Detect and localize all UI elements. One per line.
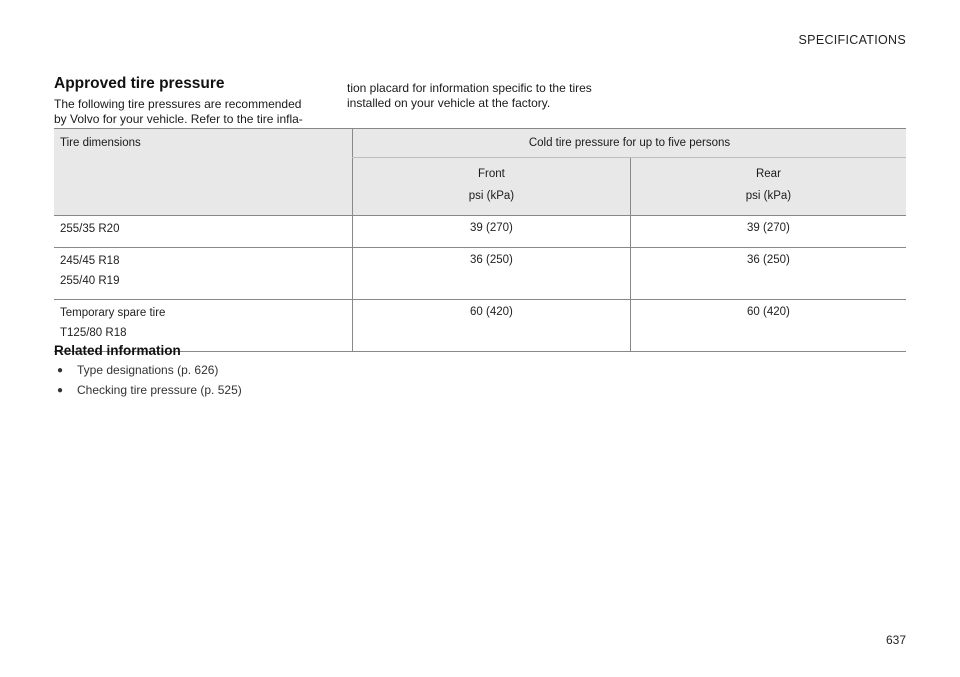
tire-size: T125/80 R18: [60, 327, 127, 339]
tire-size: 245/45 R18: [60, 255, 120, 267]
tire-pressure-table: [54, 128, 906, 352]
section-title: Approved tire pressure: [54, 75, 225, 92]
table-row: [54, 300, 906, 352]
row-rear-pressure: 60 (420): [630, 300, 906, 352]
header-tire-dimensions: Tire dimensions: [54, 129, 353, 216]
row-rear-pressure: 39 (270): [630, 216, 906, 248]
related-link-type-designations[interactable]: [54, 362, 242, 379]
table-row: [54, 216, 906, 248]
header-front: [353, 158, 631, 216]
header-cold-pressure: Cold tire pressure for up to five persons: [353, 129, 907, 158]
bullet-icon: ●: [57, 385, 64, 396]
header-rear-label: Rear: [755, 168, 781, 180]
row-front-pressure: 39 (270): [353, 216, 631, 248]
header-front-unit: psi (kPa): [468, 190, 515, 202]
header-front-label: Front: [478, 168, 505, 180]
table-row: [54, 248, 906, 300]
tire-size: 255/35 R20: [60, 223, 120, 235]
row-front-pressure: 60 (420): [353, 300, 631, 352]
row-front-pressure: 36 (250): [353, 248, 631, 300]
related-link-label: Checking tire pressure (p. 525): [77, 383, 242, 397]
intro-text-left: The following tire pressures are recommended by Volvo for your vehicle. Refer to the tire infla-: [54, 97, 303, 126]
header-rear-unit: psi (kPa): [745, 190, 792, 202]
row-tire-dimensions: [54, 248, 353, 300]
tire-size: 255/40 R19: [60, 275, 120, 287]
tire-type: Temporary spare tire: [60, 307, 166, 319]
intro-text-right: tion placard for information specific to the tires installed on your vehicle at the factory.: [347, 81, 592, 110]
bullet-icon: ●: [57, 365, 64, 376]
header-rear: [630, 158, 906, 216]
row-rear-pressure: 36 (250): [630, 248, 906, 300]
related-link-label: Type designations (p. 626): [77, 363, 219, 377]
running-header: SPECIFICATIONS: [798, 33, 906, 47]
page-number: 637: [885, 633, 906, 647]
related-info-list: [54, 362, 242, 402]
row-tire-dimensions: [54, 216, 353, 248]
related-link-checking-tire-pressure[interactable]: [54, 382, 242, 399]
related-info-title: Related information: [54, 343, 181, 358]
